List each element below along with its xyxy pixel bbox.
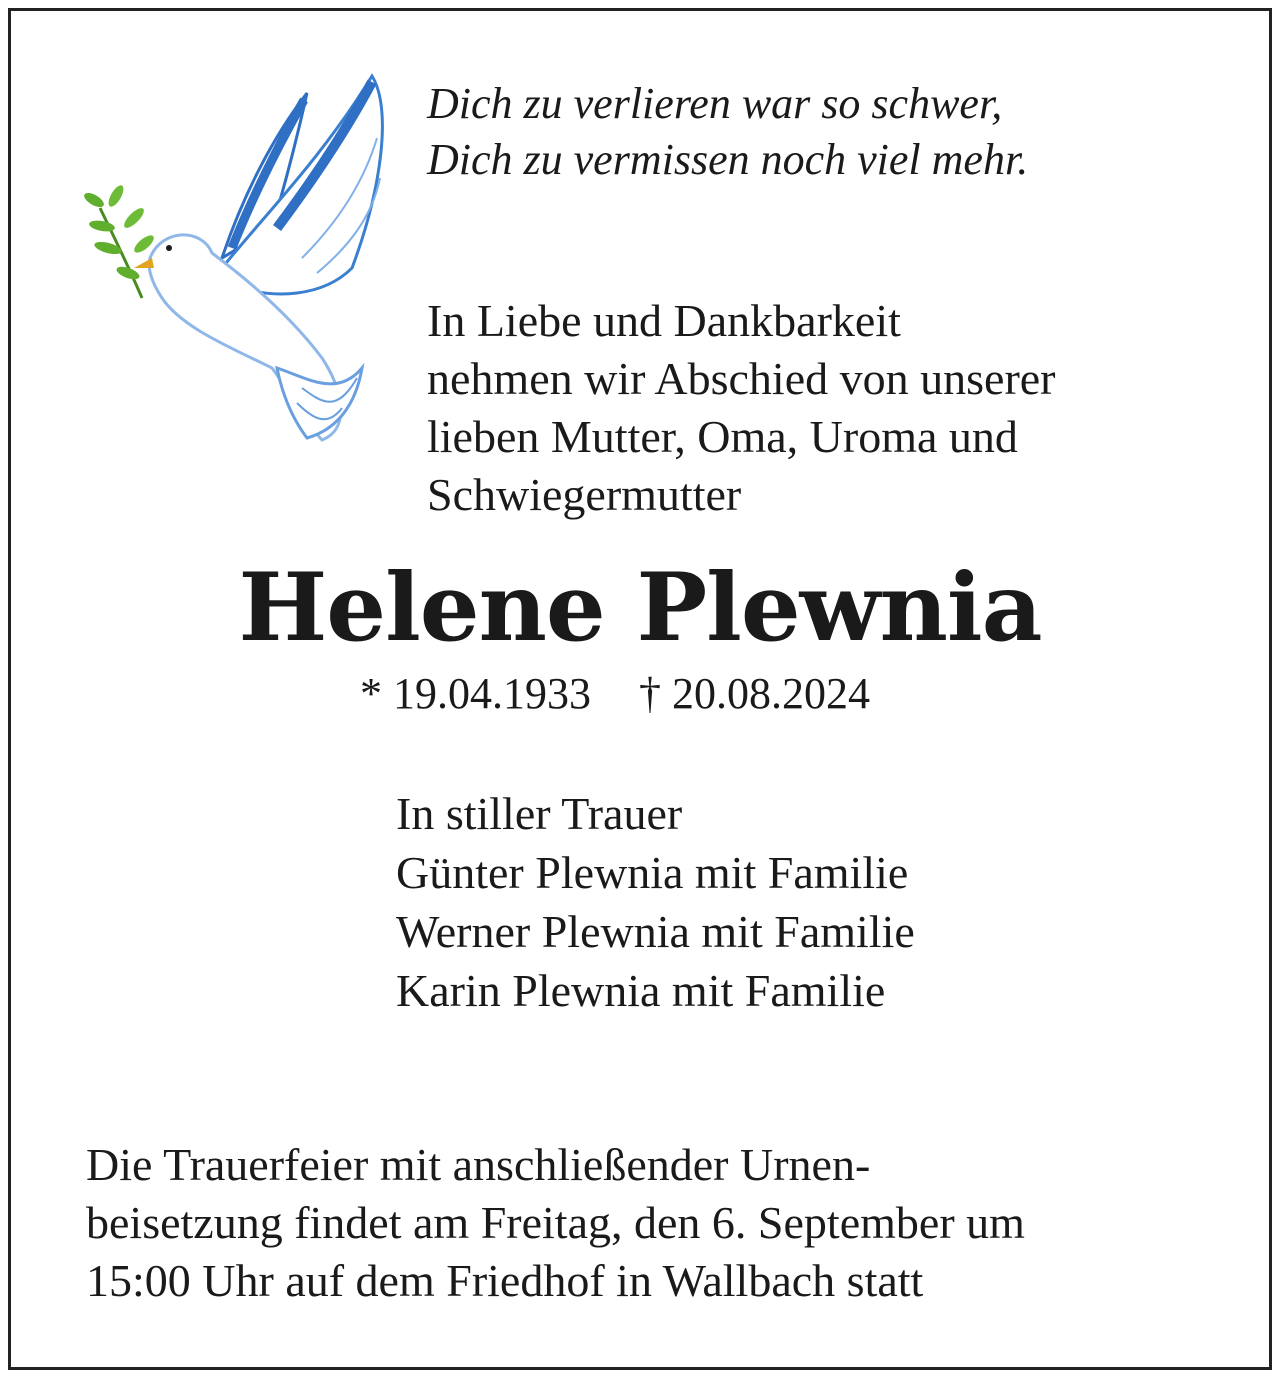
intro-line: Schwiegermutter bbox=[427, 469, 742, 520]
mourners-block bbox=[396, 784, 915, 1020]
intro-line: lieben Mutter, Oma, Uroma und bbox=[427, 411, 1018, 462]
quote-line: Dich zu vermissen noch viel mehr. bbox=[427, 135, 1029, 184]
funeral-line: Die Trauerfeier mit anschließender Urnen- bbox=[86, 1139, 871, 1190]
intro-text bbox=[427, 292, 1056, 524]
death-date: † 20.08.2024 bbox=[639, 669, 870, 718]
mourner-name: Günter Plewnia mit Familie bbox=[396, 847, 909, 898]
mourner-name: Werner Plewnia mit Familie bbox=[396, 906, 915, 957]
life-dates bbox=[360, 668, 870, 720]
funeral-details bbox=[86, 1136, 1025, 1310]
dove-with-olive-branch-icon bbox=[72, 68, 392, 448]
memorial-quote bbox=[427, 76, 1028, 188]
funeral-line: 15:00 Uhr auf dem Friedhof in Wallbach statt bbox=[86, 1255, 924, 1306]
birth-date: * 19.04.1933 bbox=[360, 669, 591, 718]
funeral-line: beisetzung findet am Freitag, den 6. September um bbox=[86, 1197, 1025, 1248]
mourners-heading: In stiller Trauer bbox=[396, 788, 683, 839]
olive-branch-icon bbox=[82, 183, 156, 298]
mourner-name: Karin Plewnia mit Familie bbox=[396, 965, 886, 1016]
deceased-name: Helene Plewnia bbox=[238, 553, 1042, 663]
quote-line: Dich zu verlieren war so schwer, bbox=[427, 79, 1003, 128]
intro-line: In Liebe und Dankbarkeit bbox=[427, 295, 901, 346]
intro-line: nehmen wir Abschied von unserer bbox=[427, 353, 1056, 404]
